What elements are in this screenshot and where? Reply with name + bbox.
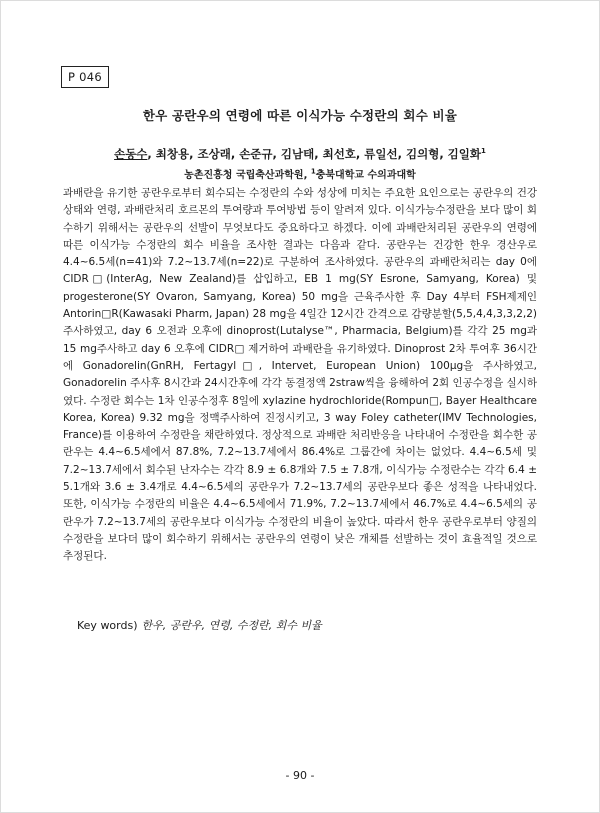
keywords-values: 한우, 공란우, 연령, 수정란, 회수 비율 (141, 619, 322, 632)
abstract-body: 과배란을 유기한 공란우로부터 회수되는 수정란의 수와 성상에 미치는 주요한 요인으로는 공란우의 건강상태와 연령, 과배란처리 호르몬의 투여량과 투여방법 등이 알려져 있다. 이식가능수정란을 보다 많이 회수하기 위해서는 공란우의 선발이 무엇보다도 중요하다고 하겠다. 이에 과배란처리된 공란우의 연령에 따른 이식가능 수정란의 회수 비율을 조사한 결과는 다음과 같다. 공란우는 건강한 한우 경산우로 4.4~6.5세(n=41)와 7.2~13.7세(n=22)로 구분하여 조사하였다. 공란우의 과배란처리는 day 0에 CIDR□(InterAg, New Zealand)를 삽입하고, EB 1 mg(SY Esrone, Samyang, Korea) 및 progesterone(SY Ovaron, Samyang, Korea) 50 mg을 근육주사한 후 Day 4부터 FSH제제인 Antorin□R(Kawasaki Pharm, Japan) 28 mg을 4일간 12시간 간격으로 감량분할(5,5,4,4,3,3,2,2)주사하였고, day 6 오전과 오후에 dinoprost(Lutalyse™, Pharmacia, Belgium)를 각각 25 mg과 15 mg주사하고 day 6 오후에 CIDR□ 제거하여 과배란을 유기하였다. Dinoprost 2차 투여후 36시간에 Gonadorelin(GnRH, Fertagyl□, Intervet, European Union) 100μg을 주사하였고, Gonadorelin 주사후 8시간과 24시간후에 각각 동결정액 2straw씩을 융해하여 2회 인공수정을 실시하였다. 수정란 회수는 1차 인공수정후 8일에 xylazine hydrochloride(Rompun□, Bayer Healthcare Korea, Korea) 9.32 mg을 정맥주사하여 진정시키고, 3 way Foley catheter(IMV Technologies, France)를 이용하여 수정란을 채란하였다. 정상적으로 과배란 처리반응을 나타내어 수정란을 회수한 공란우는 4.4~6.5세에서 87.8%, 7.2~13.7세에서 86.4%로 그룹간에 차이는 없었다. 4.4~6.5세 및 7.2~13.7세에서 회수된 난자수는 각각 8.9 ± 6.8개와 7.5 ± 7.8개, 이식가능 수정란수는 각각 6.4 ± 5.1개와 3.6 ± 3.4개로 4.4~6.5세의 공란우가 7.2~13.7세의 공란우보다 좋은 성적을 나타내었다. 또한, 이식가능 수정란의 비율은 4.4~6.5세에서 71.9%, 7.2~13.7세에서 46.7%로 4.4~6.5세의 공란우가 7.2~13.7세의 공란우보다 이식가능 수정란의 비율이 높았다. 따라서 한우 공란우로부터 양질의 수정란을 보다더 많이 회수하기 위해서는 공란우의 연령이 낮은 개체를 선발하는 것이 효율적일 것으로 추정된다. (63, 187, 537, 563)
keywords-label: Key words) (77, 619, 138, 632)
page-number: - 90 - (285, 769, 315, 782)
poster-code-box: P 046 (61, 66, 109, 88)
affiliation-mark: 1 (310, 167, 316, 176)
author-affiliation-mark: 1 (481, 147, 486, 156)
affiliation-line (40, 166, 560, 181)
keywords-line (77, 617, 322, 633)
presenting-author: 손동수 (114, 147, 148, 161)
paper-title: 한우 공란우의 연령에 따른 이식가능 수정란의 회수 비율 (142, 108, 458, 123)
affiliation-second: 충북대학교 수의과대학 (315, 170, 416, 181)
affiliation-main: 농촌진흥청 국립축산과학원, (184, 170, 311, 181)
author-list (40, 146, 560, 162)
co-authors: , 최창용, 조상래, 손준규, 김남태, 최선호, 류일선, 김의형, 김일화 (147, 147, 482, 161)
